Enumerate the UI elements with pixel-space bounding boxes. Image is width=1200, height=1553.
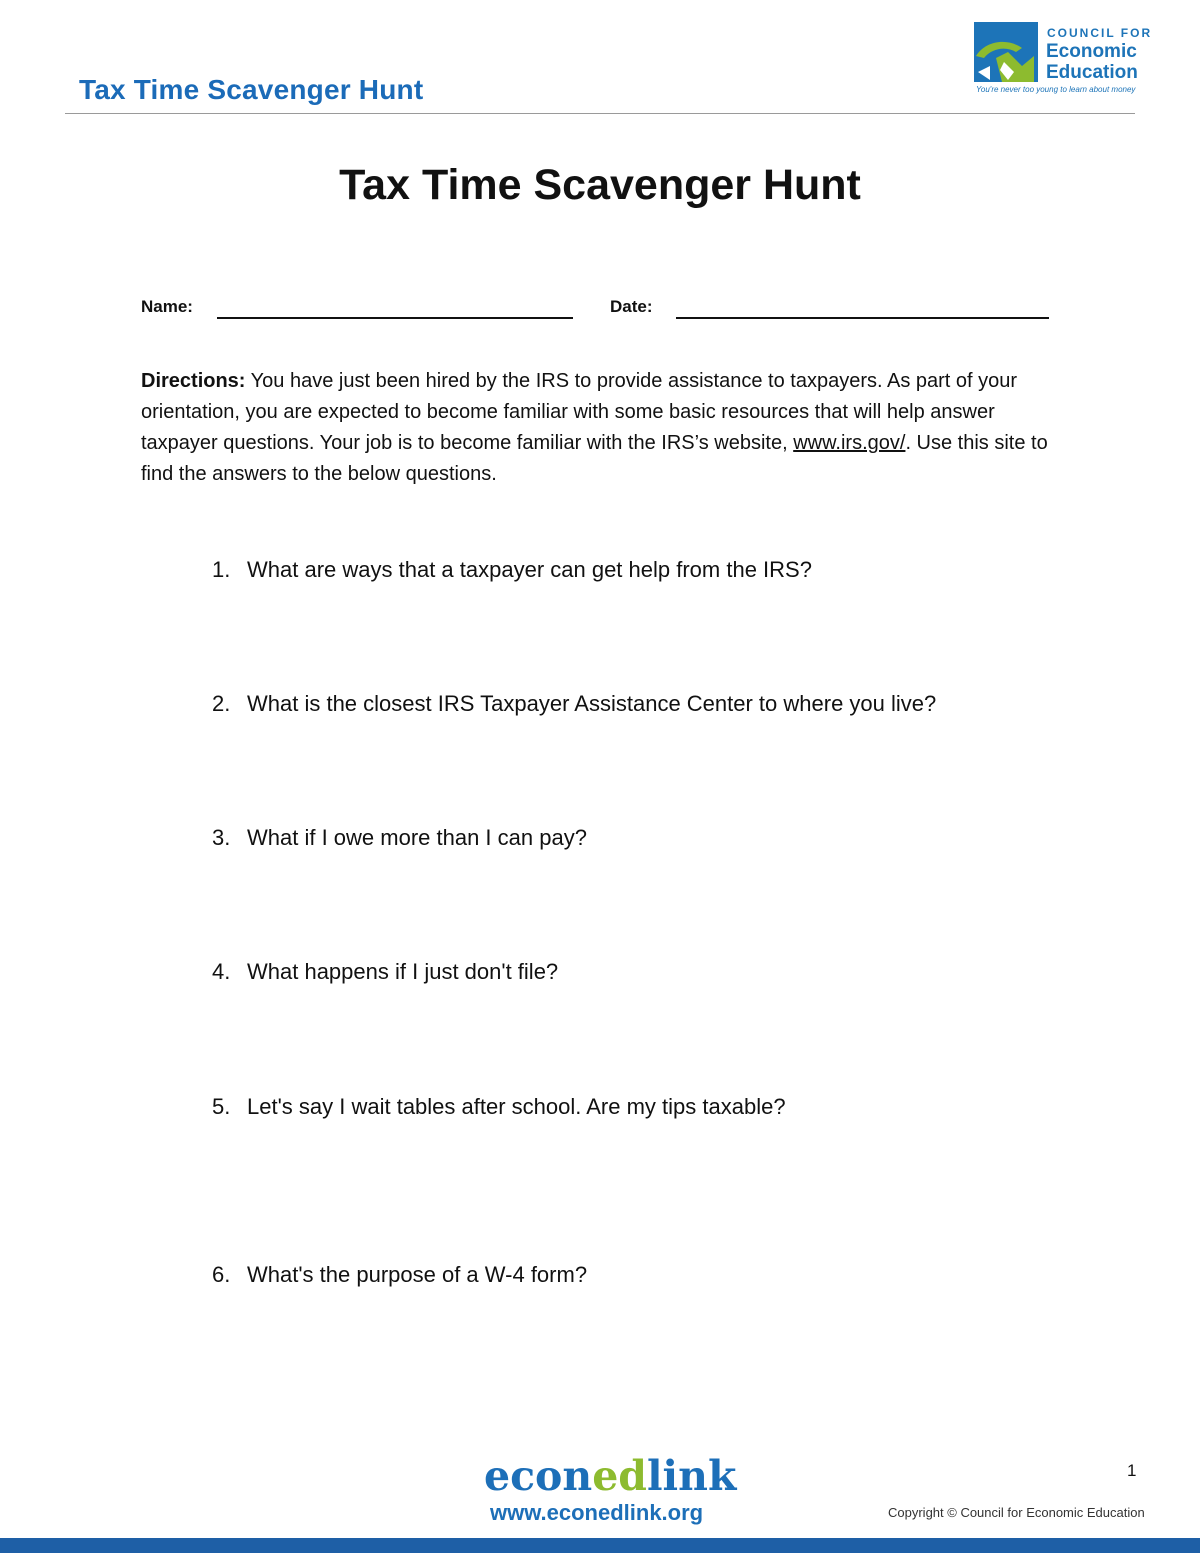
directions-paragraph — [141, 366, 1071, 490]
irs-website-link[interactable]: www.irs.gov/ — [793, 432, 906, 454]
question-number: 6. — [212, 1262, 231, 1287]
question-text: What are ways that a taxpayer can get help from the IRS? — [247, 557, 812, 582]
question-text: Let's say I wait tables after school. Are my tips taxable? — [247, 1094, 786, 1119]
directions-text-end: . Use this site to find the answers to the below questions. — [141, 432, 1048, 485]
logo-line-council: COUNCIL FOR — [1047, 26, 1153, 40]
header-divider — [65, 113, 1135, 114]
question-item — [212, 691, 936, 717]
question-text: What is the closest IRS Taxpayer Assistance Center to where you live? — [247, 691, 937, 716]
date-field[interactable] — [676, 317, 1049, 319]
page-title: Tax Time Scavenger Hunt — [339, 161, 861, 209]
name-field[interactable] — [217, 317, 573, 319]
question-text: What's the purpose of a W-4 form? — [247, 1262, 588, 1287]
question-item — [212, 959, 558, 985]
directions-text: You have just been hired by the IRS to provide assistance to taxpayers. As part of your orientation, you are expected to become familiar with some basic resources that will help answer taxpayer questions. Your job is to become familiar with the IRS’s website, — [141, 370, 1018, 454]
question-number: 2. — [212, 691, 231, 716]
logo-line-education: Education — [1046, 62, 1138, 83]
econedlink-logo — [484, 1452, 736, 1500]
question-text: What happens if I just don't file? — [247, 959, 559, 984]
question-number: 4. — [212, 959, 231, 984]
question-number: 1. — [212, 557, 231, 582]
date-label: Date: — [610, 297, 653, 316]
logo-line-economic: Economic — [1046, 41, 1137, 62]
cee-logo — [974, 22, 1153, 100]
name-label: Name: — [141, 297, 193, 316]
question-item — [212, 825, 587, 851]
question-number: 3. — [212, 825, 231, 850]
footer-bar — [0, 1538, 1200, 1553]
econedlink-url[interactable]: www.econedlink.org — [490, 1500, 704, 1525]
question-text: What if I owe more than I can pay? — [247, 825, 587, 850]
brand-part-ed: ed — [592, 1452, 647, 1500]
question-item — [212, 557, 812, 583]
copyright-text: Copyright © Council for Economic Education — [888, 1505, 1145, 1520]
page-number: 1 — [1127, 1461, 1137, 1480]
brand-part-link: link — [646, 1452, 737, 1500]
question-item — [212, 1094, 786, 1120]
cee-logo-mark-icon — [974, 22, 1038, 82]
header-title: Tax Time Scavenger Hunt — [79, 74, 424, 105]
question-number: 5. — [212, 1094, 231, 1119]
directions-label: Directions: — [141, 370, 246, 392]
question-item — [212, 1262, 587, 1288]
brand-part-econ: econ — [484, 1452, 593, 1500]
logo-tagline: You're never too young to learn about money — [976, 85, 1136, 94]
